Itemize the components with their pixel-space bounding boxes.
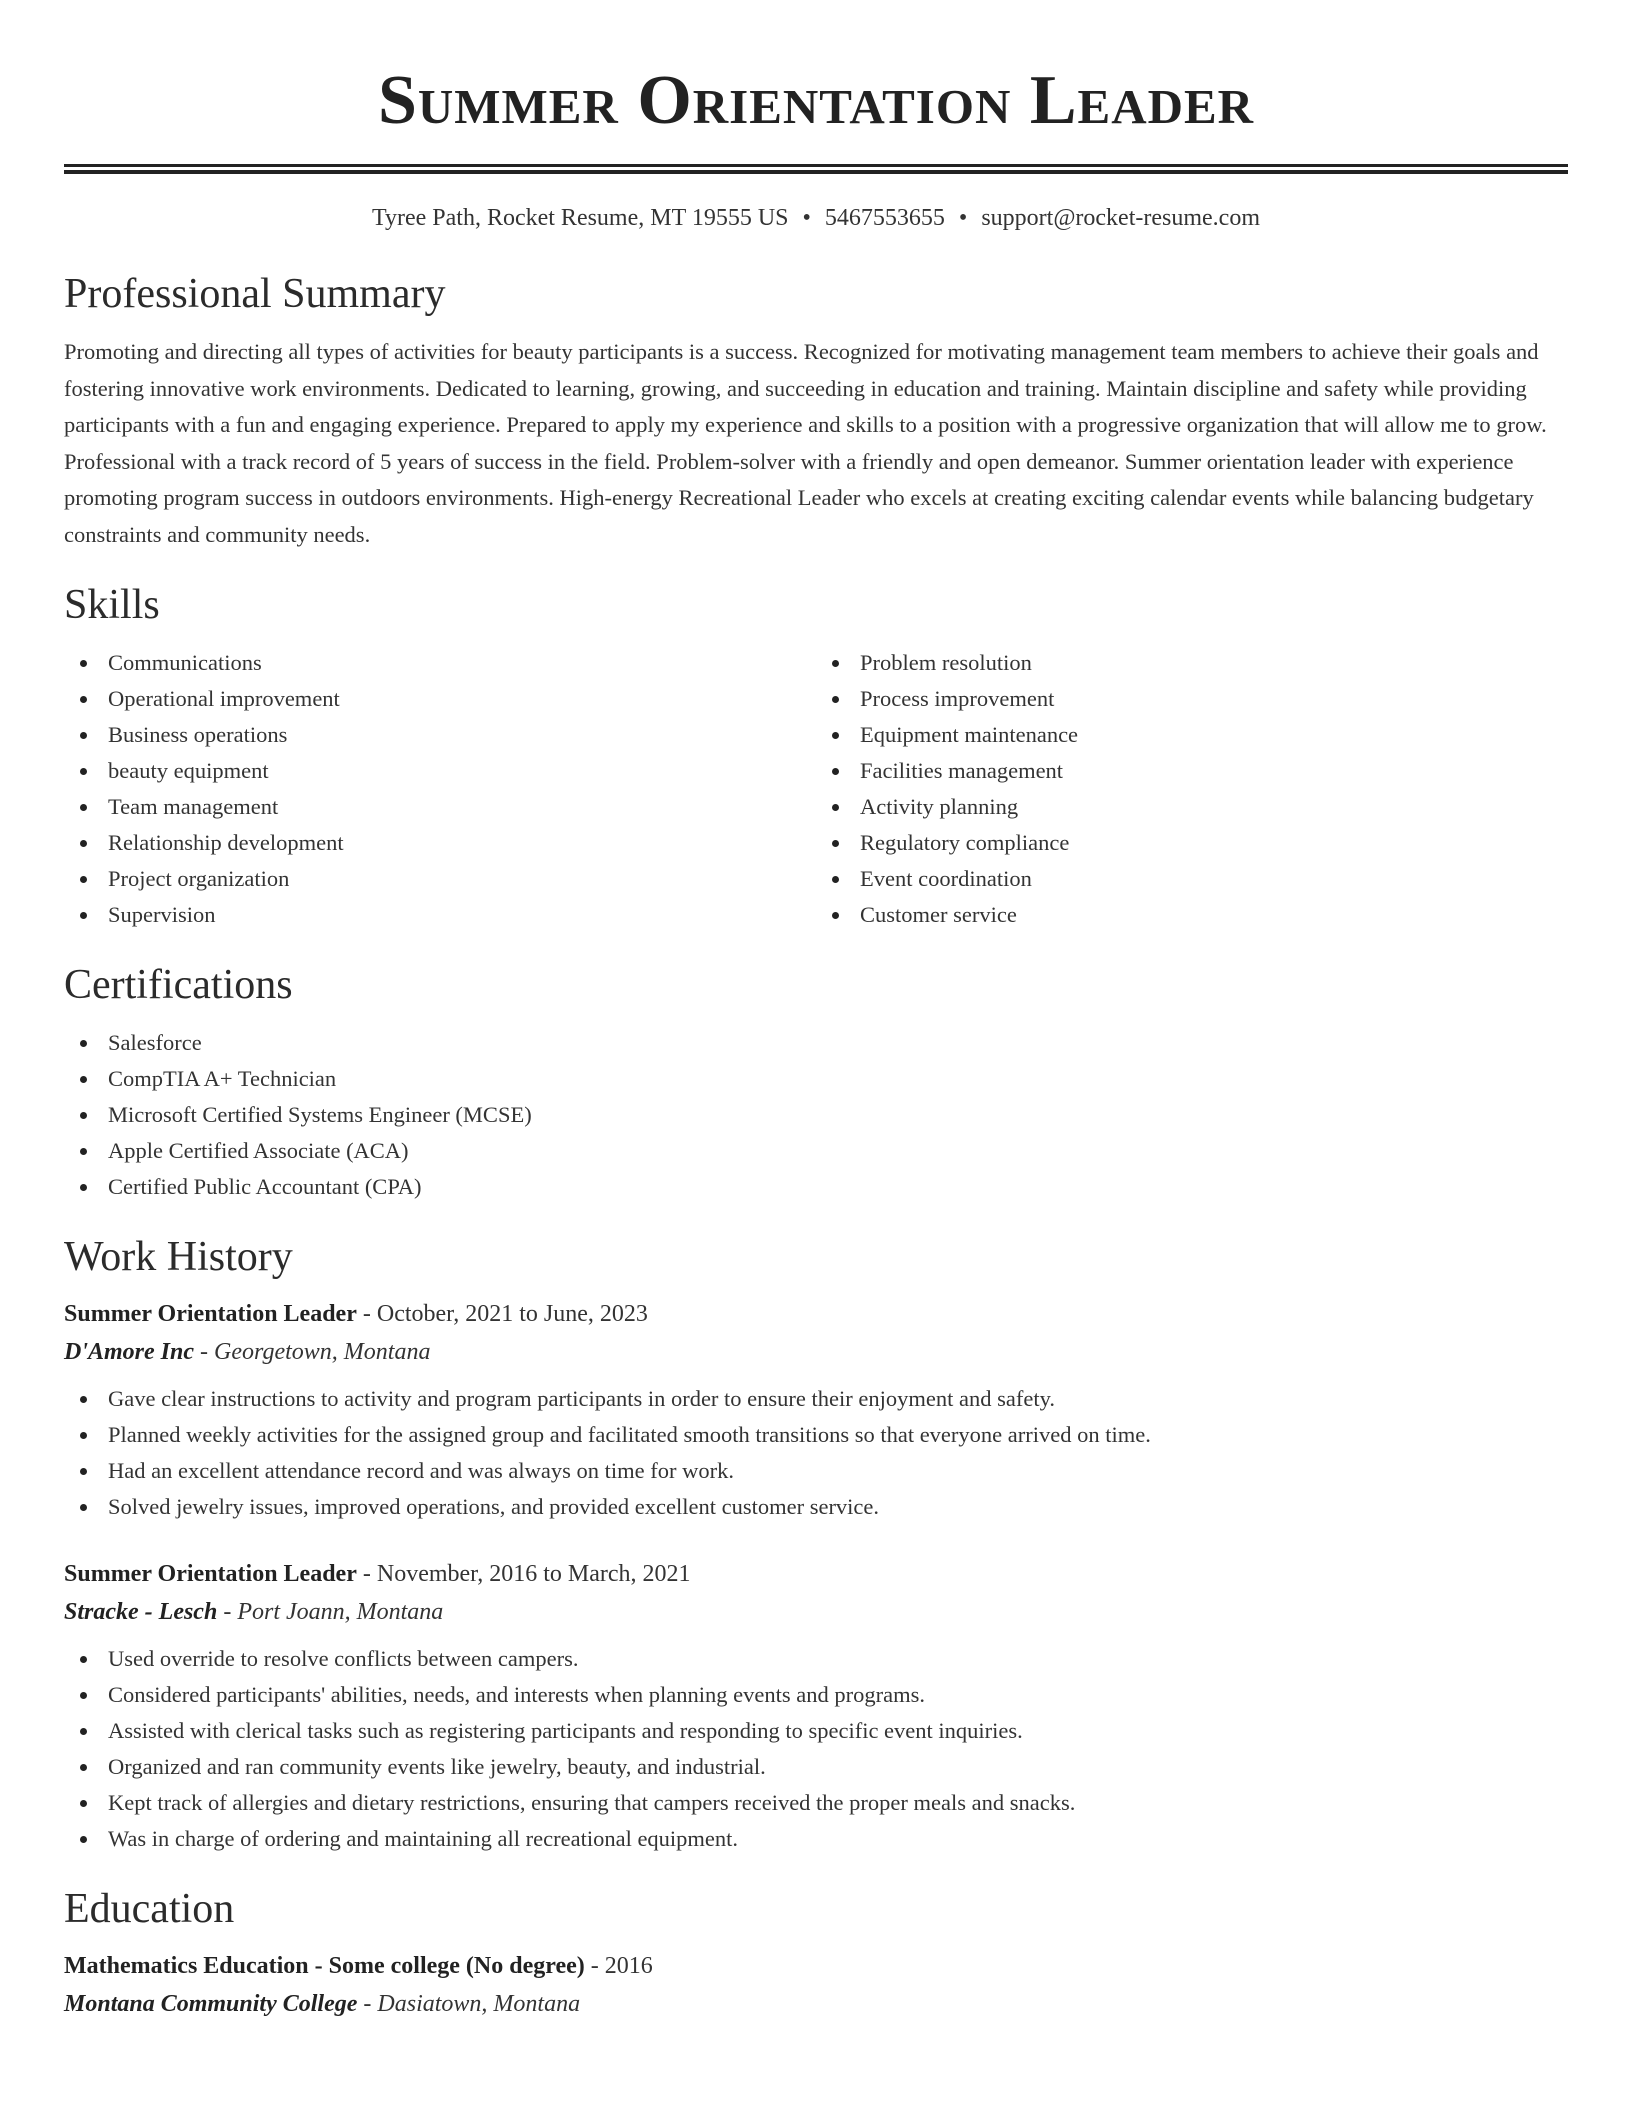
job-duty: Organized and ran community events like jewelry, beauty, and industrial. [64,1749,1568,1785]
certification-item: Certified Public Accountant (CPA) [64,1169,1568,1205]
job-duty: Solved jewelry issues, improved operations, and provided excellent customer service. [64,1489,1568,1525]
job-company-line: D'Amore Inc - Georgetown, Montana [64,1339,431,1365]
skill-item: Team management [64,789,816,825]
education-section [64,1883,1568,2023]
summary-heading: Professional Summary [64,271,446,317]
skill-item: Operational improvement [64,681,816,717]
skill-item: Business operations [64,717,816,753]
summary-text: Promoting and directing all types of activities for beauty participants is a success. Recognized for motivating management team members to achieve their goals and fostering innovative work environments. Dedicated to learning, growing, and succeeding in education and training. Maintain discipline and safety while providing participants with a fun and engaging experience. Prepared to apply my experience and skills to a position with a progressive organization that will allow me to grow. Professional with a track record of 5 years of success in the field. Problem-solver with a friendly and open demeanor. Summer orientation leader with experience promoting program success in outdoors environments. High-energy Recreational Leader who excels at creating exciting calendar events while balancing budgetary constraints and community needs. [64,339,1547,547]
job-entry [64,1295,1568,1525]
skills-list-right [816,645,1568,933]
certification-item: Salesforce [64,1025,1568,1061]
work-history-heading: Work History [64,1234,293,1280]
certification-item: Microsoft Certified Systems Engineer (MCSE) [64,1097,1568,1133]
certifications-list [64,1025,1568,1205]
education-degree: Mathematics Education - Some college (No degree) [64,1953,585,1979]
skill-item: Communications [64,645,816,681]
job-duty: Kept track of allergies and dietary restrictions, ensuring that campers received the proper meals and snacks. [64,1785,1568,1821]
job-company-line: Stracke - Lesch - Port Joann, Montana [64,1599,444,1625]
job-duty: Used override to resolve conflicts between campers. [64,1641,1568,1677]
job-duty: Gave clear instructions to activity and program participants in order to ensure their enjoyment and safety. [64,1381,1568,1417]
job-duty: Planned weekly activities for the assigned group and facilitated smooth transitions so that everyone arrived on time. [64,1417,1568,1453]
job-entry [64,1555,1568,1857]
skill-item: Activity planning [816,789,1568,825]
job-title-line: Summer Orientation Leader - November, 2016 to March, 2021 [64,1561,691,1587]
contact-phone: 5467553655 [824,205,945,231]
summary-section [64,268,1568,553]
education-heading: Education [64,1886,235,1932]
education-school-line: Montana Community College - Dasiatown, Montana [64,1991,581,2017]
job-location: Georgetown, Montana [214,1339,431,1365]
certifications-section [64,959,1568,1205]
education-school: Montana Community College [64,1991,358,2017]
certification-item: Apple Certified Associate (ACA) [64,1133,1568,1169]
skills-section [64,579,1568,933]
job-duty: Considered participants' abilities, needs, and interests when planning events and programs. [64,1677,1568,1713]
contact-email[interactable]: support@rocket-resume.com [981,205,1260,231]
job-duty: Was in charge of ordering and maintaining all recreational equipment. [64,1821,1568,1857]
skill-item: Facilities management [816,753,1568,789]
contact-separator: • [958,205,968,231]
job-duties-list [64,1381,1568,1525]
skill-item: Relationship development [64,825,816,861]
education-location: Dasiatown, Montana [377,1991,581,2017]
education-year: 2016 [604,1953,653,1979]
contact-separator: • [802,205,811,231]
education-degree-line: Mathematics Education - Some college (No degree) - 2016 [64,1953,653,1979]
contact-address: Tyree Path, Rocket Resume, MT 19555 US [372,205,789,231]
resume-title: Summer Orientation Leader [377,62,1255,139]
job-dates: October, 2021 to June, 2023 [376,1301,648,1327]
certifications-heading: Certifications [64,962,293,1008]
job-title-line: Summer Orientation Leader - October, 2021 to June, 2023 [64,1301,648,1327]
skill-item: Equipment maintenance [816,717,1568,753]
job-dates: November, 2016 to March, 2021 [376,1561,691,1587]
skills-columns [64,645,1568,933]
skill-item: Customer service [816,897,1568,933]
job-title: Summer Orientation Leader [64,1301,357,1327]
job-duty: Had an excellent attendance record and was always on time for work. [64,1453,1568,1489]
job-company: D'Amore Inc [64,1339,195,1365]
job-location: Port Joann, Montana [237,1599,444,1625]
skill-item: Supervision [64,897,816,933]
skill-item: Event coordination [816,861,1568,897]
job-company: Stracke - Lesch [64,1599,218,1625]
job-duty: Assisted with clerical tasks such as registering participants and responding to specific event inquiries. [64,1713,1568,1749]
skill-item: Project organization [64,861,816,897]
skill-item: Regulatory compliance [816,825,1568,861]
skill-item: Process improvement [816,681,1568,717]
job-duties-list [64,1641,1568,1857]
skill-item: beauty equipment [64,753,816,789]
skill-item: Problem resolution [816,645,1568,681]
work-history-section [64,1231,1568,1857]
title-divider [64,164,1568,174]
contact-line [64,202,1568,234]
skills-heading: Skills [64,582,160,628]
certification-item: CompTIA A+ Technician [64,1061,1568,1097]
job-title: Summer Orientation Leader [64,1561,357,1587]
skills-list-left [64,645,816,933]
